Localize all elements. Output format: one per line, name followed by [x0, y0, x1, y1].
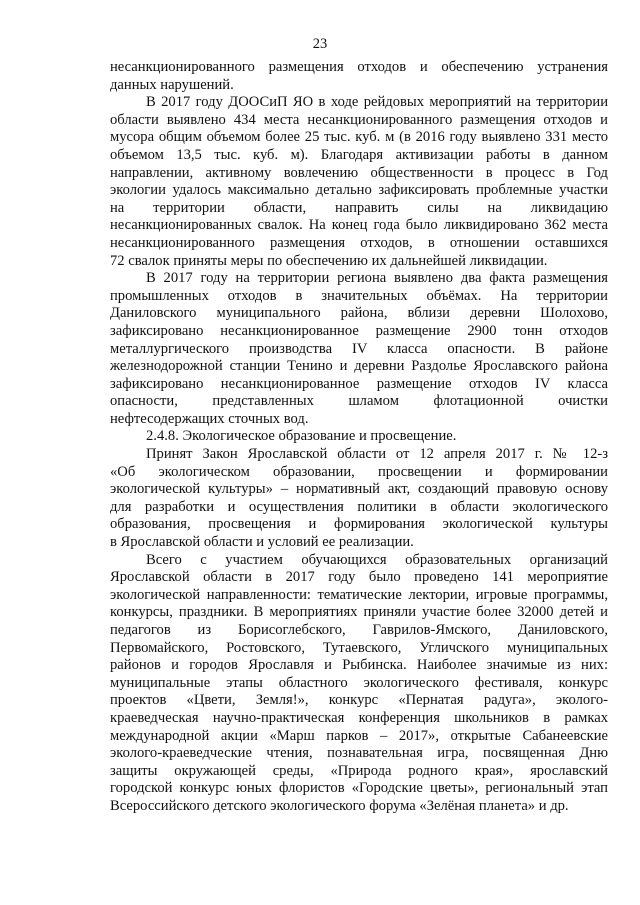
document-body — [110, 59, 608, 816]
text-line: районов и городов Ярославля и Рыбинска. Наиболее значимые из них: — [110, 657, 608, 674]
text-line: Даниловского муниципального района, вблизи деревни Шолохово, — [110, 305, 608, 322]
text-line: эколого-краеведческие чтения, познавательная игра, посвященная Дню — [110, 745, 608, 762]
text-line: педагогов из Борисоглебского, Гаврилов-Ямского, Даниловского, — [110, 622, 608, 638]
paragraph — [110, 446, 608, 552]
text-line: городской конкурс юных флористов «Городские цветы», региональный этап — [110, 780, 608, 797]
text-line: железнодорожной станции Тенино и деревни Раздолье Ярославского района — [110, 358, 608, 375]
text-line: Всероссийского детского экологического форума «Зелёная планета» и др. — [110, 797, 569, 814]
text-line: В 2017 году на территории региона выявлено два факта размещения — [146, 270, 608, 287]
text-line: несанкционированного размещения отходов, в отношении оставшихся — [110, 234, 608, 251]
paragraph — [110, 270, 608, 428]
text-line: защиты окружающей среды, «Природа родного края», ярославский — [110, 762, 608, 779]
text-line: направлении, активному вовлечению общественности в процесс в Год — [110, 164, 608, 181]
text-line: несанкционированного размещения отходов и обеспечению устранения — [110, 59, 608, 75]
text-line: 2.4.8. Экологическое образование и просвещение. — [146, 428, 457, 445]
text-line: области выявлено 434 места несанкционированного размещения отходов и — [110, 111, 608, 128]
text-line: «Об экологическом образовании, просвещении и формировании — [110, 463, 608, 480]
text-line: нефтесодержащих сточных вод. — [110, 410, 309, 427]
text-line: для разработки и осуществления политики в области экологического — [110, 498, 608, 515]
text-line: опасности, представленных шламом флотационной очистки — [110, 393, 608, 410]
text-line: конкурсы, праздники. В мероприятиях приняли участие более 32000 детей и — [110, 604, 608, 621]
text-line: на территории области, направить силы на ликвидацию — [110, 199, 608, 216]
text-line: Всего с участием обучающихся образовательных организаций — [146, 551, 608, 568]
text-line: Принят Закон Ярославской области от 12 апреля 2017 г. № 12-з — [146, 446, 608, 463]
page-number: 23 — [312, 36, 328, 52]
text-line: данных нарушений. — [110, 76, 234, 93]
text-line: мусора общим объемом более 25 тыс. куб. м (в 2016 году выявлено 331 место — [110, 129, 608, 146]
text-line: Первомайского, Ростовского, Тутаевского, Угличского муниципальных — [110, 639, 608, 656]
text-line: В 2017 году ДООСиП ЯО в ходе рейдовых мероприятий на территории — [146, 94, 608, 111]
text-line: экологической культуры» – нормативный акт, создающий правовую основу — [110, 481, 608, 498]
paragraph — [110, 552, 608, 816]
text-line: зафиксировано несанкционированное размещение 2900 тонн отходов — [110, 322, 608, 339]
text-line: краеведческая научно-практическая конференция школьников в рамках — [110, 709, 608, 726]
text-line: Ярославской области в 2017 году было проведено 141 мероприятие — [110, 569, 608, 586]
text-line: проектов «Цвети, Земля!», конкурс «Пернатая радуга», эколого- — [110, 692, 608, 709]
paragraph — [110, 428, 608, 446]
text-line: международной акции «Марш парков – 2017», открытые Сабанеевские — [110, 727, 608, 744]
paragraph — [110, 94, 608, 270]
text-line: муниципальные этапы областного экологического фестиваля, конкурс — [110, 674, 608, 691]
text-line: экологической направленности: тематические лектории, игровые программы, — [110, 586, 608, 603]
text-line: зафиксировано несанкционированное размещение отходов IV класса — [110, 375, 608, 392]
paragraph — [110, 59, 608, 94]
text-line: образования, просвещения и формирования экологической культуры — [110, 516, 608, 533]
text-line: объемом 13,5 тыс. куб. м). Благодаря активизации работы в данном — [110, 146, 608, 163]
text-line: в Ярославской области и условий ее реализации. — [110, 534, 414, 551]
text-line: промышленных отходов в значительных объёмах. На территории — [110, 287, 608, 304]
text-line: металлургического производства IV класса опасности. В районе — [110, 340, 608, 357]
text-line: 72 свалок приняты меры по обеспечению их дальнейшей ликвидации. — [110, 252, 548, 269]
text-line: экологии удалось максимально детально зафиксировать проблемные участки — [110, 182, 608, 199]
text-line: несанкционированных свалок. На конец года было ликвидировано 362 места — [110, 217, 608, 234]
